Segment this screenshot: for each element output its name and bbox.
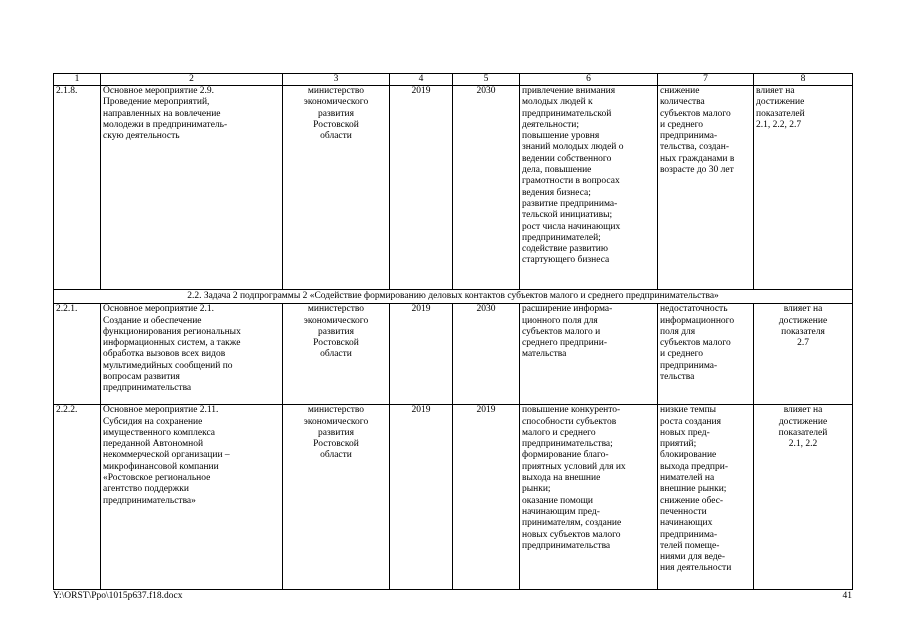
end-year: 2030	[453, 304, 520, 405]
indicator-influence: влияет на достижение показателей 2.1, 2.2, 2.7	[754, 86, 853, 290]
column-number: 1	[54, 74, 101, 86]
expected-result: привлечение внимания молодых людей к предпринимательской деятельности; повышение уровня знаний молодых людей о ведении собственного дела, повышение грамотности в вопросах ведения бизнеса; развитие предпринима- тельской инициативы; рост числа начинающих предпринимателей; содействие развитию стартующего бизнеса	[520, 86, 658, 290]
consequences: низкие темпы роста создания новых пред- приятий; блокирование выхода предпри- нимателей на внешние рынки; снижение обес- печенности начинающих предпринима- телей помеще- ниями для веде- ния деятельности	[658, 405, 754, 590]
column-number: 4	[390, 74, 453, 86]
table-row	[54, 304, 853, 405]
column-number: 6	[520, 74, 658, 86]
measure-name: Основное мероприятие 2.9. Проведение мероприятий, направленных на вовлечение молодежи в предприниматель- скую деятельность	[101, 86, 283, 290]
row-number: 2.2.1.	[54, 304, 101, 405]
task-header-row	[54, 290, 853, 304]
indicator-influence: влияет на достижение показателя 2.7	[754, 304, 853, 405]
measure-name: Основное мероприятие 2.1. Создание и обеспечение функционирования региональных информационных систем, а также обработка вызовов всех видов мультимедийных сообщений по вопросам развития предпринимательства	[101, 304, 283, 405]
consequences: снижение количества субъектов малого и среднего предпринима- тельства, создан- ных гражданами в возрасте до 30 лет	[658, 86, 754, 290]
column-number: 5	[453, 74, 520, 86]
consequences: недостаточность информационного поля для субъектов малого и среднего предпринима- тельства	[658, 304, 754, 405]
table-row	[54, 405, 853, 590]
table-row	[54, 86, 853, 290]
end-year: 2019	[453, 405, 520, 590]
task-title: 2.2. Задача 2 подпрограммы 2 «Содействие формированию деловых контактов субъектов малого и среднего предпринимательства»	[54, 290, 853, 304]
measures-table	[53, 73, 853, 590]
measure-name: Основное мероприятие 2.11. Субсидия на сохранение имущественного комплекса переданной Автономной некоммерческой организации – микрофинансовой компании «Ростовское региональное агентство поддержки предпринимательства»	[101, 405, 283, 590]
row-number: 2.2.2.	[54, 405, 101, 590]
column-number: 2	[101, 74, 283, 86]
column-number: 8	[754, 74, 853, 86]
start-year: 2019	[390, 86, 453, 290]
executor: министерство экономического развития Ростовской области	[283, 86, 390, 290]
page-number: 41	[842, 591, 852, 601]
expected-result: расширение информа- ционного поля для субъектов малого и среднего предприни- мательства	[520, 304, 658, 405]
column-number: 3	[283, 74, 390, 86]
executor: министерство экономического развития Ростовской области	[283, 304, 390, 405]
column-number-row	[54, 74, 853, 86]
start-year: 2019	[390, 405, 453, 590]
end-year: 2030	[453, 86, 520, 290]
row-number: 2.1.8.	[54, 86, 101, 290]
indicator-influence: влияет на достижение показателей 2.1, 2.2	[754, 405, 853, 590]
expected-result: повышение конкуренто- способности субъектов малого и среднего предпринимательства; формирование благо- приятных условий для их выхода на внешние рынки; оказание помощи начинающим пред- принимателям, создание новых субъектов малого предпринимательства	[520, 405, 658, 590]
file-path: Y:\ORST\Ppo\1015p637.f18.docx	[53, 591, 183, 601]
executor: министерство экономического развития Ростовской области	[283, 405, 390, 590]
start-year: 2019	[390, 304, 453, 405]
column-number: 7	[658, 74, 754, 86]
